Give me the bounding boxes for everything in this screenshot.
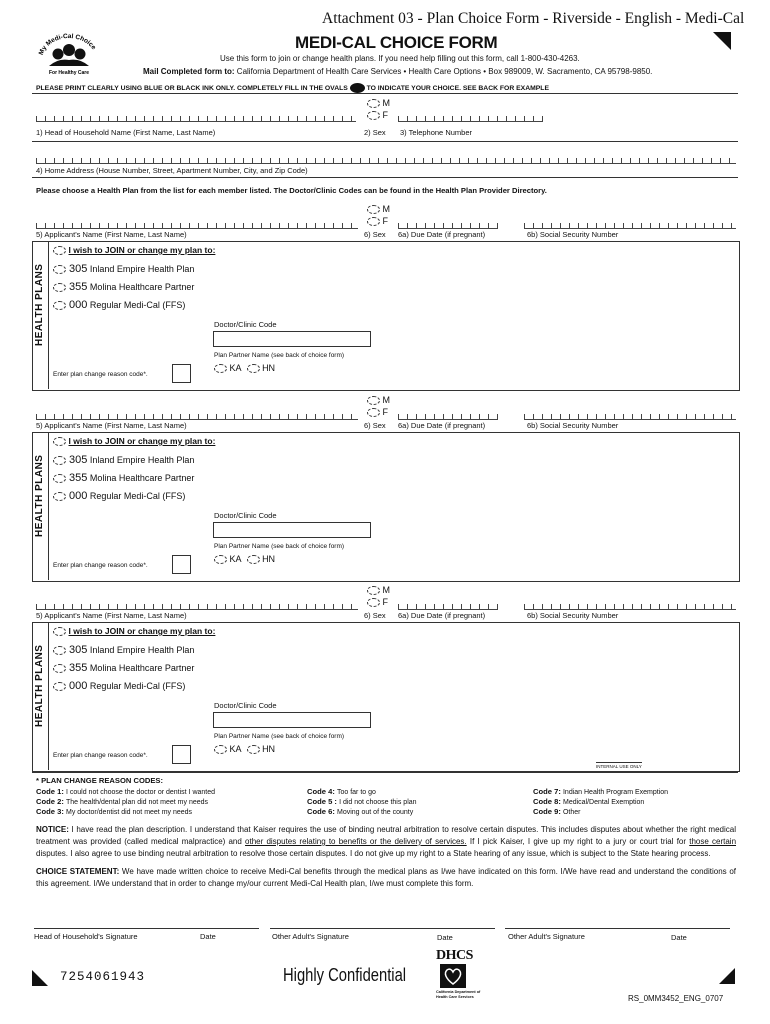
household-sex-f[interactable]: [367, 110, 388, 120]
reason-col2-item-1: [307, 787, 376, 796]
dhcs-logo: [436, 948, 481, 1004]
reason-code: Code 9:: [533, 807, 561, 816]
applicant-2-name-field[interactable]: [36, 409, 358, 420]
applicant-1-ssn-label: 6b) Social Security Number: [527, 230, 619, 239]
registration-mark-bottom-left: [32, 970, 48, 986]
reason-col1-item-3: [36, 807, 192, 816]
oval-icon[interactable]: [367, 586, 380, 595]
sex-f-label: F: [382, 407, 389, 417]
sex-f-label: F: [382, 216, 389, 226]
oval-icon[interactable]: [53, 265, 66, 274]
applicant-2-partner-options: [214, 554, 275, 564]
applicant-1-reason-code-field[interactable]: [172, 364, 191, 383]
plan-name: Regular Medi-Cal (FFS): [89, 491, 186, 501]
applicant-2-sex-label: 6) Sex: [364, 421, 386, 430]
plan-name: Regular Medi-Cal (FFS): [89, 300, 186, 310]
sex-m-label: M: [382, 395, 391, 405]
household-name-field[interactable]: [36, 111, 356, 122]
internal-use-label: INTERNAL USE ONLY: [596, 764, 642, 769]
applicant-1-doctor-code-field[interactable]: [213, 331, 371, 347]
sex-f-label: F: [382, 597, 389, 607]
notice-text-1: I have read the plan description. I understand that Kaiser requires the use of binding neutral arbitration to resolve certain disputes. This includes disputes about whether the right medical treatment was provided (called medical malpractice) and: [36, 825, 737, 846]
applicant-2-join-option[interactable]: [53, 436, 215, 446]
form-title: MEDI-CAL CHOICE FORM: [295, 33, 498, 52]
applicant-3-ssn-field[interactable]: [524, 599, 736, 610]
applicant-2-sex-f[interactable]: [367, 407, 388, 417]
applicant-1-sex-f[interactable]: [367, 216, 388, 226]
applicant-3-join-option[interactable]: [53, 626, 215, 636]
oval-icon[interactable]: [53, 301, 66, 310]
head-signature-line[interactable]: [34, 928, 259, 929]
oval-icon[interactable]: [247, 745, 260, 754]
reason-text: I could not choose the doctor or dentist I wanted: [65, 789, 216, 796]
applicant-3-ssn-label: 6b) Social Security Number: [527, 611, 619, 620]
applicant-3-name-label: 5) Applicant's Name (First Name, Last Name): [36, 611, 187, 620]
reason-col2-item-3: [307, 807, 413, 816]
notice-text-2: If I pick Kaiser, I give up my right to a jury or court trial for: [469, 837, 687, 846]
reason-code: Code 5 :: [307, 797, 337, 806]
applicant-1-plan-option-2[interactable]: [53, 281, 194, 293]
sex-f-label: F: [382, 110, 389, 120]
applicant-3-plan-option-3[interactable]: [53, 680, 185, 692]
plan-name: Inland Empire Health Plan: [89, 645, 195, 655]
print-instruction: [36, 83, 549, 93]
notice-underline-2: those certain: [689, 837, 737, 846]
reason-codes-title: * PLAN CHANGE REASON CODES:: [36, 776, 163, 785]
reason-code: Code 1:: [36, 787, 64, 796]
svg-text:My Medi-Cal Choice: My Medi-Cal Choice: [37, 32, 98, 57]
plan-code: 355: [69, 281, 88, 293]
reason-text: I did not choose this plan: [339, 799, 417, 806]
oval-icon[interactable]: [367, 396, 380, 405]
partner-hn-option[interactable]: [247, 363, 276, 373]
other-signature-line-1[interactable]: [270, 928, 495, 929]
applicant-3-sex-label: 6) Sex: [364, 611, 386, 620]
applicant-1-name-field[interactable]: [36, 218, 358, 229]
reason-text: Moving out of the county: [336, 809, 414, 816]
applicant-1-health-plans-label: HEALTH PLANS: [34, 263, 45, 346]
partner-ka-option[interactable]: [214, 744, 242, 754]
applicant-3-partner-label: Plan Partner Name (see back of choice form): [214, 733, 345, 740]
plan-code: 000: [69, 680, 88, 692]
reason-code: Code 4:: [307, 787, 335, 796]
household-phone-label: 3) Telephone Number: [400, 128, 472, 137]
oval-icon[interactable]: [247, 364, 260, 373]
applicant-1-sex-label: 6) Sex: [364, 230, 386, 239]
applicant-2-plan-option-3[interactable]: [53, 490, 185, 502]
reason-codes-rule: [32, 772, 738, 773]
household-name-label: 1) Head of Household Name (First Name, Last Name): [36, 128, 216, 137]
join-label: I wish to JOIN or change my plan to:: [68, 626, 216, 636]
other-signature-label-1: Other Adult's Signature: [272, 932, 349, 941]
choice-statement-paragraph: [36, 866, 736, 890]
oval-icon[interactable]: [367, 598, 380, 607]
applicant-2-name-label: 5) Applicant's Name (First Name, Last Name): [36, 421, 187, 430]
reason-col3-item-3: [533, 807, 581, 816]
plan-code: 355: [69, 472, 88, 484]
applicant-3-health-plans-label: HEALTH PLANS: [34, 644, 45, 727]
oval-icon[interactable]: [53, 492, 66, 501]
barcode-number: 7254061943: [60, 970, 146, 984]
plan-name: Inland Empire Health Plan: [89, 264, 195, 274]
applicant-2-plan-option-2[interactable]: [53, 472, 194, 484]
form-code: RS_0MM3452_ENG_0707: [628, 994, 724, 1003]
home-address-label: 4) Home Address (House Number, Street, Apartment Number, City, and Zip Code): [36, 166, 308, 175]
partner-hn-label: HN: [262, 554, 276, 564]
notice-label: NOTICE:: [36, 825, 69, 834]
dhcs-subtitle: California Department of Health Care Services: [436, 990, 481, 999]
other-signature-date-label-1: Date: [437, 933, 453, 942]
choose-instruction: Please choose a Health Plan from the list for each member listed. The Doctor/Clinic Codes can be found in the Health Plan Provider Directory.: [36, 186, 547, 195]
filled-oval-example: [350, 83, 365, 93]
partner-ka-label: KA: [229, 554, 242, 564]
dhcs-text: DHCS: [436, 948, 473, 963]
applicant-2-health-plans-divider: [48, 432, 49, 580]
applicant-2-reason-label: Enter plan change reason code*.: [53, 562, 148, 569]
oval-icon[interactable]: [367, 99, 380, 108]
applicant-2-health-plans-label: HEALTH PLANS: [34, 454, 45, 537]
plan-code: 305: [69, 454, 88, 466]
applicant-2-plan-option-1[interactable]: [53, 454, 194, 466]
oval-icon[interactable]: [53, 627, 66, 636]
reason-code: Code 7:: [533, 787, 561, 796]
mail-address: California Department of Health Care Services • Health Care Options • Box 989009, W. Sacramento, CA 95798-9850.: [236, 67, 653, 76]
applicant-2-due-date-field[interactable]: [398, 409, 498, 420]
applicant-2-doctor-label: Doctor/Clinic Code: [214, 511, 277, 520]
applicant-3-name-field[interactable]: [36, 599, 358, 610]
sex-m-label: M: [382, 98, 391, 108]
applicant-2-doctor-code-field[interactable]: [213, 522, 371, 538]
oval-icon[interactable]: [53, 456, 66, 465]
mail-label: Mail Completed form to:: [143, 67, 235, 76]
oval-icon[interactable]: [367, 408, 380, 417]
applicant-3-due-date-field[interactable]: [398, 599, 498, 610]
reason-col3-item-2: [533, 797, 644, 806]
applicant-1-sex-m[interactable]: [367, 204, 390, 214]
applicant-1-plan-option-3[interactable]: [53, 299, 185, 311]
applicant-1-ssn-field[interactable]: [524, 218, 736, 229]
notice-paragraph: [36, 824, 736, 860]
partner-ka-option[interactable]: [214, 554, 242, 564]
intro-line: Use this form to join or change health plans. If you need help filling out this form, call 1-800-430-4263.: [220, 54, 580, 63]
reason-col1-item-2: [36, 797, 208, 806]
plan-code: 305: [69, 644, 88, 656]
header-rule: [32, 93, 738, 94]
applicant-2-ssn-label: 6b) Social Security Number: [527, 421, 619, 430]
applicant-3-health-plans-divider: [48, 622, 49, 770]
applicant-3-due-date-label: 6a) Due Date (if pregnant): [398, 611, 486, 620]
applicant-1-partner-options: [214, 363, 275, 373]
oval-icon[interactable]: [53, 664, 66, 673]
choice-statement-label: CHOICE STATEMENT:: [36, 867, 120, 876]
oval-icon[interactable]: [53, 283, 66, 292]
partner-ka-label: KA: [229, 744, 242, 754]
other-signature-label-2: Other Adult's Signature: [508, 932, 585, 941]
plan-name: Molina Healthcare Partner: [89, 663, 195, 673]
reason-code: Code 8:: [533, 797, 561, 806]
applicant-1-join-option[interactable]: [53, 245, 215, 255]
applicant-1-name-label: 5) Applicant's Name (First Name, Last Name): [36, 230, 187, 239]
attachment-title: Attachment 03 - Plan Choice Form - Riverside - English - Medi-Cal: [322, 10, 745, 27]
partner-ka-option[interactable]: [214, 363, 242, 373]
applicant-2-partner-label: Plan Partner Name (see back of choice form): [214, 543, 345, 550]
plan-code: 000: [69, 490, 88, 502]
applicant-3-reason-label: Enter plan change reason code*.: [53, 752, 148, 759]
partner-hn-option[interactable]: [247, 744, 276, 754]
applicant-1-plan-option-1[interactable]: [53, 263, 194, 275]
join-label: I wish to JOIN or change my plan to:: [68, 436, 216, 446]
reason-text: Medical/Dental Exemption: [562, 799, 645, 806]
oval-icon[interactable]: [247, 555, 260, 564]
head-signature-label: Head of Household's Signature: [34, 932, 138, 941]
reason-col1-item-1: [36, 787, 215, 796]
applicant-2-sex-m[interactable]: [367, 395, 390, 405]
reason-col3-item-1: [533, 787, 668, 796]
partner-ka-label: KA: [229, 363, 242, 373]
choice-statement-text: We have made written choice to receive Medi-Cal benefits through the medical plans as I/we have indicated on this form. I/We have read and understand the conditions of this agreement. I/We understand that in order to change my/our current Medi-Cal Health plan, I/we must complete this form.: [36, 867, 736, 888]
registration-mark-bottom-right: [719, 968, 735, 984]
other-signature-line-2[interactable]: [505, 928, 730, 929]
oval-icon[interactable]: [367, 217, 380, 226]
household-rule: [32, 141, 738, 142]
oval-icon[interactable]: [53, 682, 66, 691]
reason-code: Code 3:: [36, 807, 64, 816]
oval-icon[interactable]: [53, 437, 66, 446]
oval-icon[interactable]: [53, 474, 66, 483]
applicant-1-due-date-field[interactable]: [398, 218, 498, 229]
join-label: I wish to JOIN or change my plan to:: [68, 245, 216, 255]
partner-hn-label: HN: [262, 363, 276, 373]
mail-line: [143, 67, 652, 76]
heart-icon: [440, 964, 466, 988]
my-medi-cal-choice-logo: [34, 30, 104, 76]
reason-text: The health/dental plan did not meet my needs: [65, 799, 209, 806]
reason-col2-item-2: [307, 797, 417, 806]
address-rule: [32, 177, 738, 178]
applicant-1-doctor-label: Doctor/Clinic Code: [214, 320, 277, 329]
oval-icon[interactable]: [53, 246, 66, 255]
other-signature-date-label-2: Date: [671, 933, 687, 942]
svg-text:For Healthy Care: For Healthy Care: [48, 70, 90, 76]
applicant-3-plan-option-2[interactable]: [53, 662, 194, 674]
oval-icon[interactable]: [367, 205, 380, 214]
partner-hn-label: HN: [262, 744, 276, 754]
plan-name: Molina Healthcare Partner: [89, 282, 195, 292]
reason-text: Indian Health Program Exemption: [562, 789, 669, 796]
notice-underline-1: other disputes relating to benefits or the delivery of services.: [245, 837, 467, 846]
applicant-1-partner-label: Plan Partner Name (see back of choice form): [214, 352, 345, 359]
plan-code: 305: [69, 263, 88, 275]
plan-code: 000: [69, 299, 88, 311]
applicant-2-ssn-field[interactable]: [524, 409, 736, 420]
applicant-3-sex-f[interactable]: [367, 597, 388, 607]
household-sex-m[interactable]: [367, 98, 390, 108]
applicant-3-reason-code-field[interactable]: [172, 745, 191, 764]
partner-hn-option[interactable]: [247, 554, 276, 564]
reason-code: Code 6:: [307, 807, 335, 816]
applicant-2-reason-code-field[interactable]: [172, 555, 191, 574]
sex-m-label: M: [382, 585, 391, 595]
oval-icon[interactable]: [214, 555, 227, 564]
applicant-3-sex-m[interactable]: [367, 585, 390, 595]
applicant-2-due-date-label: 6a) Due Date (if pregnant): [398, 421, 486, 430]
print-instruction-text: PLEASE PRINT CLEARLY USING BLUE OR BLACK INK ONLY. COMPLETELY FILL IN THE OVALS: [36, 84, 348, 92]
plan-name: Regular Medi-Cal (FFS): [89, 681, 186, 691]
home-address-field[interactable]: [36, 153, 736, 164]
applicant-1-due-date-label: 6a) Due Date (if pregnant): [398, 230, 486, 239]
oval-icon[interactable]: [214, 745, 227, 754]
reason-code: Code 2:: [36, 797, 64, 806]
registration-mark-top-right: [713, 32, 731, 50]
applicant-1-health-plans-divider: [48, 241, 49, 389]
reason-text: My doctor/dentist did not meet my needs: [65, 809, 193, 816]
oval-icon[interactable]: [53, 646, 66, 655]
plan-code: 355: [69, 662, 88, 674]
head-signature-date-label: Date: [200, 932, 216, 941]
household-phone-field[interactable]: [398, 111, 543, 122]
reason-text: Too far to go: [336, 789, 376, 796]
oval-icon[interactable]: [214, 364, 227, 373]
notice-text-3: disputes. I also agree to use binding neutral arbitration to resolve those certain disputes. I do not give up my right to a State hearing of any issue, which is subject to the State hearing process.: [36, 849, 711, 858]
applicant-3-doctor-code-field[interactable]: [213, 712, 371, 728]
plan-name: Molina Healthcare Partner: [89, 473, 195, 483]
sex-m-label: M: [382, 204, 391, 214]
plan-name: Inland Empire Health Plan: [89, 455, 195, 465]
applicant-3-plan-option-1[interactable]: [53, 644, 194, 656]
applicant-3-doctor-label: Doctor/Clinic Code: [214, 701, 277, 710]
applicant-1-reason-label: Enter plan change reason code*.: [53, 371, 148, 378]
print-instruction-text-2: TO INDICATE YOUR CHOICE. SEE BACK FOR EXAMPLE: [366, 84, 549, 92]
reason-text: Other: [562, 809, 581, 816]
applicant-3-partner-options: [214, 744, 275, 754]
highly-confidential-label: Highly Confidential: [283, 965, 407, 985]
household-sex-label: 2) Sex: [364, 128, 386, 137]
oval-icon[interactable]: [367, 111, 380, 120]
